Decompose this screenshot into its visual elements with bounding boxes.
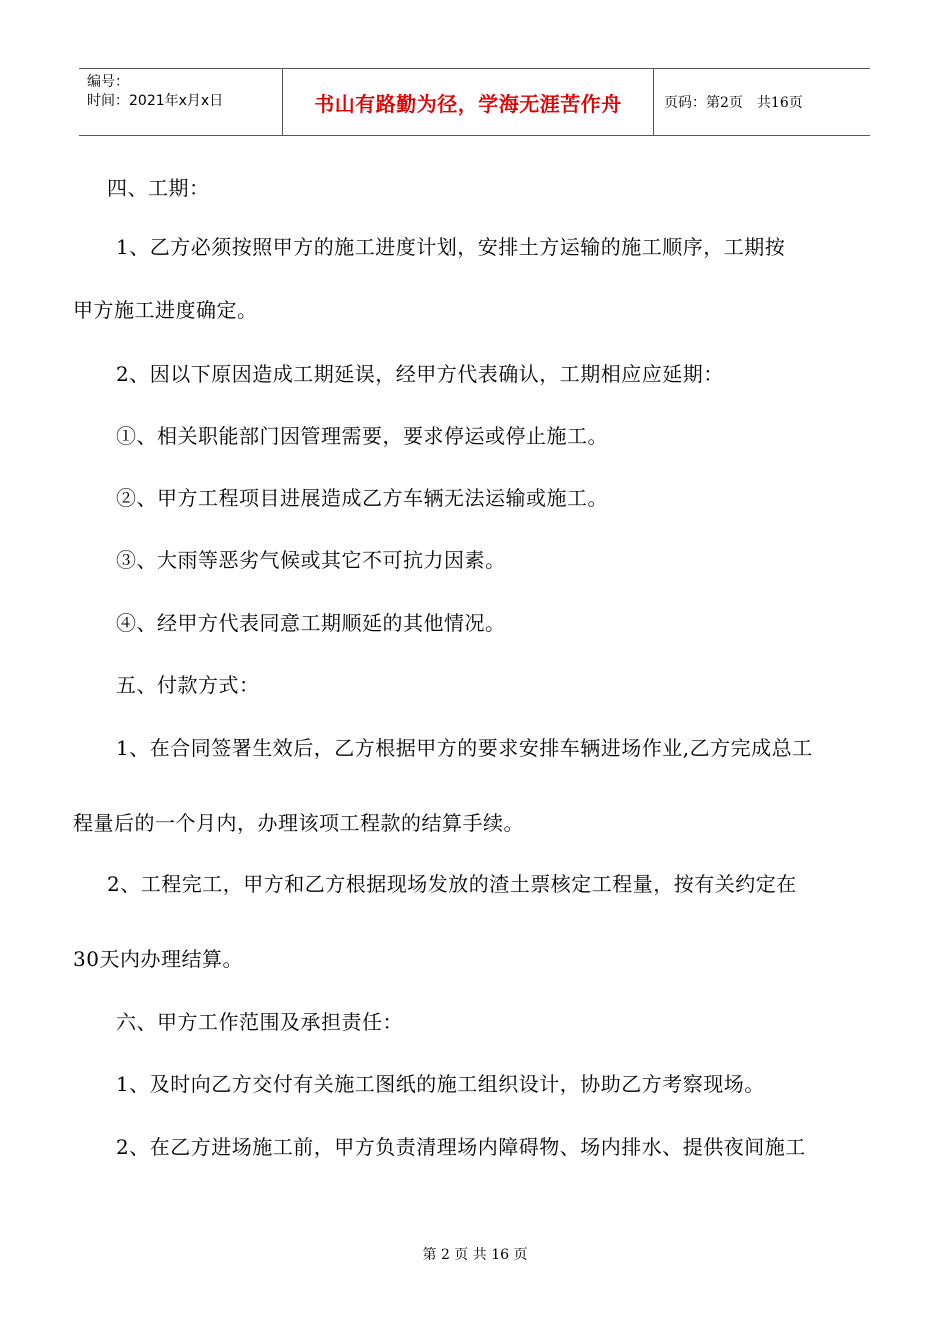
header-motto: 书山有路勤为径，学海无涯苦作舟	[282, 69, 654, 135]
list-item: ③、大雨等恶劣气候或其它不可抗力因素。	[116, 548, 506, 572]
page-footer: 第 2 页 共 16 页	[422, 1247, 528, 1263]
paragraph: 1、及时向乙方交付有关施工图纸的施工组织设计，协助乙方考察现场。	[116, 1072, 765, 1096]
document-time-label: 时间：2021年x月x日	[87, 93, 224, 109]
section-heading-duration: 四、工期：	[107, 176, 210, 200]
paragraph: 2、在乙方进场施工前，甲方负责清理场内障碍物、场内排水、提供夜间施工	[116, 1135, 806, 1159]
paragraph: 程量后的一个月内，办理该项工程款的结算手续。	[73, 811, 524, 835]
paragraph: 2、因以下原因造成工期延误，经甲方代表确认，工期相应应延期：	[116, 362, 724, 386]
paragraph: 30天内办理结算。	[73, 947, 243, 971]
page-header	[79, 68, 870, 136]
header-page-info: 页码：第2页 共16页	[664, 95, 803, 111]
list-item: ②、甲方工程项目进展造成乙方车辆无法运输或施工。	[116, 486, 608, 510]
list-item: ①、相关职能部门因管理需要，要求停运或停止施工。	[116, 424, 608, 448]
section-heading-payment: 五、付款方式：	[116, 673, 260, 697]
paragraph: 1、乙方必须按照甲方的施工进度计划，安排土方运输的施工顺序，工期按	[116, 235, 786, 259]
paragraph: 1、在合同签署生效后，乙方根据甲方的要求安排车辆进场作业,乙方完成总工	[116, 736, 813, 760]
paragraph: 2、工程完工，甲方和乙方根据现场发放的渣土票核定工程量，按有关约定在	[107, 872, 797, 896]
document-number-label: 编号：	[87, 74, 129, 90]
section-heading-responsibilities: 六、甲方工作范围及承担责任：	[116, 1010, 403, 1034]
list-item: ④、经甲方代表同意工期顺延的其他情况。	[116, 611, 506, 635]
header-meta	[79, 69, 282, 135]
paragraph: 甲方施工进度确定。	[73, 298, 258, 322]
